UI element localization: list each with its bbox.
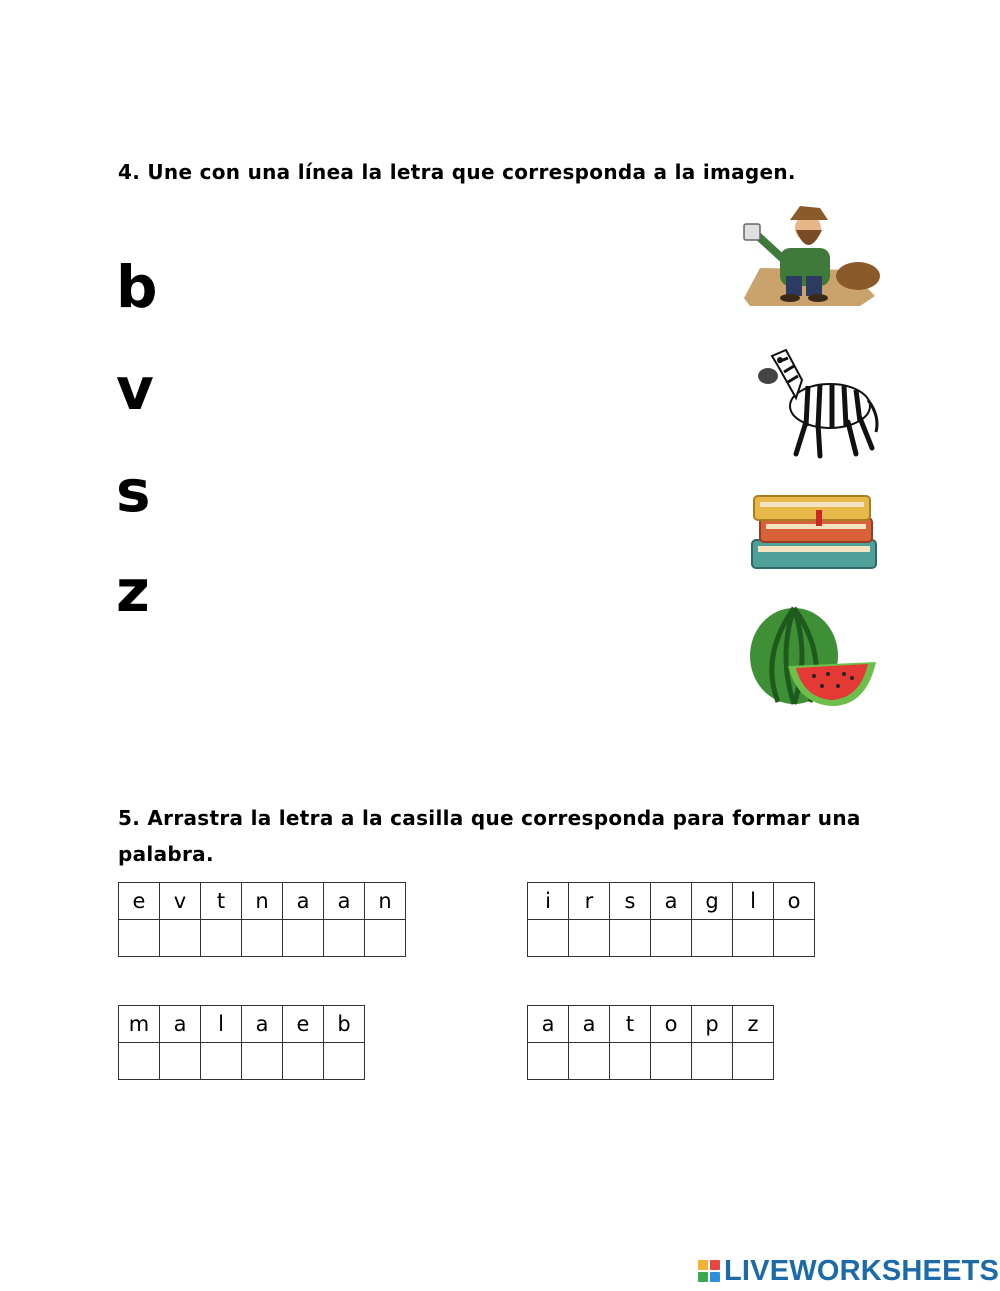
- answer-slot[interactable]: [324, 1043, 365, 1080]
- answer-slot[interactable]: [651, 920, 692, 957]
- letter-tile[interactable]: n: [365, 883, 406, 920]
- answer-slot[interactable]: [119, 920, 160, 957]
- word-puzzle-3: [118, 1005, 365, 1080]
- answer-slot[interactable]: [651, 1043, 692, 1080]
- answer-slot[interactable]: [201, 1043, 242, 1080]
- answer-slot[interactable]: [119, 1043, 160, 1080]
- letter-tile[interactable]: v: [160, 883, 201, 920]
- word-puzzle-4: [527, 1005, 774, 1080]
- letter-b[interactable]: b: [116, 253, 158, 321]
- answer-slot[interactable]: [692, 920, 733, 957]
- answer-slot[interactable]: [283, 1043, 324, 1080]
- beggar-man-image[interactable]: [740, 198, 882, 310]
- logo-text: LIVEWORKSHEETS: [724, 1254, 1000, 1287]
- letter-tile[interactable]: a: [283, 883, 324, 920]
- letter-s[interactable]: s: [116, 457, 151, 525]
- letter-tile[interactable]: o: [774, 883, 815, 920]
- letter-tile[interactable]: a: [569, 1006, 610, 1043]
- answer-slot[interactable]: [324, 920, 365, 957]
- letter-tile[interactable]: b: [324, 1006, 365, 1043]
- letter-tile[interactable]: e: [119, 883, 160, 920]
- question-4-instruction: 4. Une con una línea la letra que corresponda a la imagen.: [118, 160, 796, 184]
- letter-tile[interactable]: a: [324, 883, 365, 920]
- answer-slot[interactable]: [201, 920, 242, 957]
- letter-tile[interactable]: z: [733, 1006, 774, 1043]
- letter-tile[interactable]: l: [201, 1006, 242, 1043]
- letter-tile[interactable]: e: [283, 1006, 324, 1043]
- letter-tile[interactable]: n: [242, 883, 283, 920]
- letter-v[interactable]: v: [116, 355, 154, 423]
- letter-tile[interactable]: a: [160, 1006, 201, 1043]
- letter-tile[interactable]: i: [528, 883, 569, 920]
- answer-slot[interactable]: [733, 1043, 774, 1080]
- word-puzzle-2: [527, 882, 815, 957]
- answer-slot[interactable]: [528, 1043, 569, 1080]
- letter-tile[interactable]: s: [610, 883, 651, 920]
- logo-blocks-icon: [698, 1260, 720, 1282]
- answer-slot[interactable]: [610, 1043, 651, 1080]
- watermelon-image[interactable]: [748, 602, 880, 710]
- answer-slot[interactable]: [733, 920, 774, 957]
- letter-tile[interactable]: o: [651, 1006, 692, 1043]
- answer-slot[interactable]: [569, 920, 610, 957]
- liveworksheets-logo: [698, 1254, 999, 1288]
- answer-slot[interactable]: [160, 920, 201, 957]
- answer-slot[interactable]: [160, 1043, 201, 1080]
- letter-tile[interactable]: l: [733, 883, 774, 920]
- letter-z[interactable]: z: [116, 557, 150, 625]
- word-puzzle-1: [118, 882, 406, 957]
- answer-slot[interactable]: [528, 920, 569, 957]
- answer-slot[interactable]: [283, 920, 324, 957]
- answer-slot[interactable]: [365, 920, 406, 957]
- letter-tile[interactable]: t: [610, 1006, 651, 1043]
- question-5-instruction: 5. Arrastra la letra a la casilla que corresponda para formar una palabra.: [118, 806, 861, 866]
- letter-tile[interactable]: t: [201, 883, 242, 920]
- answer-slot[interactable]: [569, 1043, 610, 1080]
- answer-slot[interactable]: [692, 1043, 733, 1080]
- answer-slot[interactable]: [774, 920, 815, 957]
- letter-tile[interactable]: a: [528, 1006, 569, 1043]
- zebra-image[interactable]: [756, 336, 882, 462]
- answer-slot[interactable]: [610, 920, 651, 957]
- letter-tile[interactable]: m: [119, 1006, 160, 1043]
- letter-tile[interactable]: a: [651, 883, 692, 920]
- answer-slot[interactable]: [242, 920, 283, 957]
- letter-tile[interactable]: g: [692, 883, 733, 920]
- answer-slot[interactable]: [242, 1043, 283, 1080]
- letter-tile[interactable]: r: [569, 883, 610, 920]
- books-stack-image[interactable]: [750, 490, 880, 580]
- letter-tile[interactable]: a: [242, 1006, 283, 1043]
- letter-tile[interactable]: p: [692, 1006, 733, 1043]
